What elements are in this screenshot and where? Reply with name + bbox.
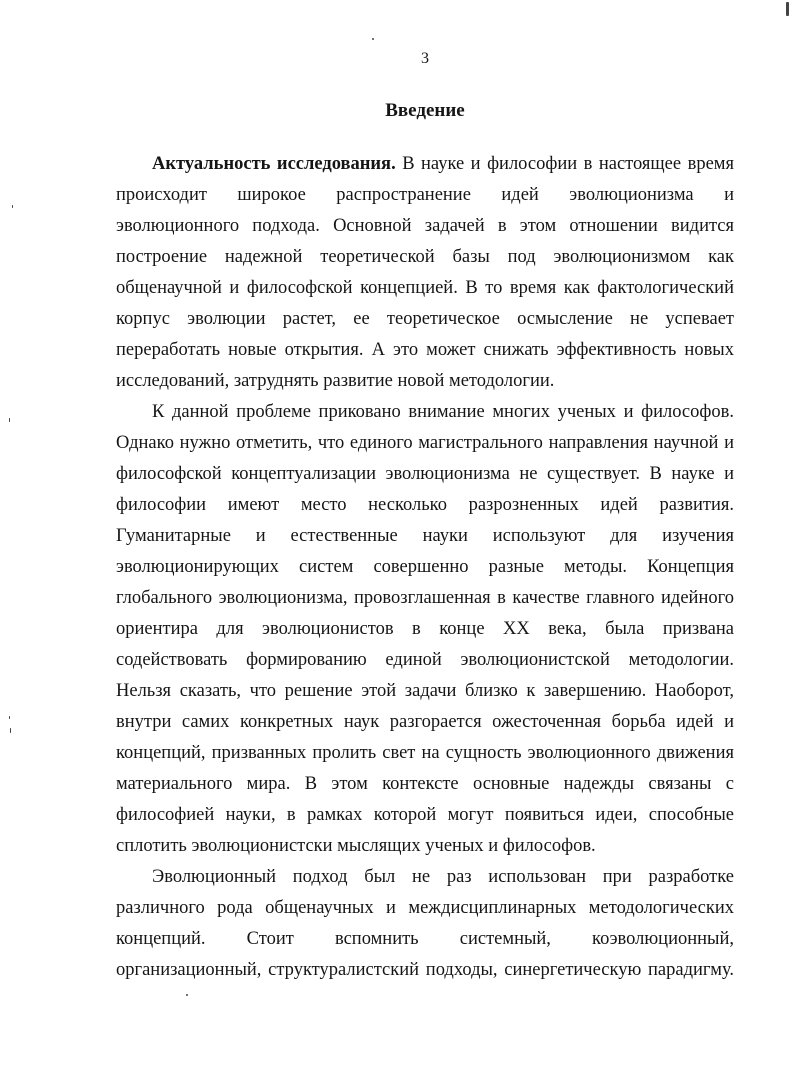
text-line	[152, 152, 734, 176]
text-line: эволюционного подхода. Основной задачей в этом отношении видится	[116, 216, 734, 236]
scan-speck	[786, 2, 789, 16]
text-line: философией науки, в рамках которой могут появиться идеи, способные	[116, 805, 734, 825]
text-line: корпус эволюции растет, ее теоретическое осмысление не успевает	[116, 309, 734, 329]
text-line: философской концептуализации эволюционизма не существует. В науке и	[116, 464, 734, 484]
text-line: материального мира. В этом контексте основные надежды связаны с	[116, 774, 734, 794]
text-line: Однако нужно отметить, что единого магистрального направления научной и	[116, 433, 734, 453]
page-title: Введение	[385, 100, 465, 121]
lead-heading: Актуальность исследования.	[152, 154, 396, 174]
text-line: концепций, призванных пролить свет на сущность эволюционного движения	[116, 743, 734, 763]
text-line: общенаучной и философской концепцией. В то время как фактологический	[116, 278, 734, 298]
text-line: сплотить эволюционистски мыслящих ученых и философов.	[116, 836, 596, 856]
scan-speck	[9, 418, 10, 422]
text-line: содействовать формированию единой эволюционистской методологии.	[116, 650, 734, 670]
text-line: различного рода общенаучных и междисциплинарных методологических	[116, 898, 734, 918]
text-line: исследований, затруднять развитие новой методологии.	[116, 371, 555, 391]
text-line: внутри самих конкретных наук разгорается ожесточенная борьба идей и	[116, 712, 734, 732]
text-line: построение надежной теоретической базы под эволюционизмом как	[116, 247, 734, 267]
text-line: Нельзя сказать, что решение этой задачи близко к завершению. Наоборот,	[116, 681, 734, 701]
text-line: эволюционирующих систем совершенно разные методы. Концепция	[116, 557, 734, 577]
text-line: происходит широкое распространение идей эволюционизма и	[116, 185, 734, 205]
text-line: ориентира для эволюционистов в конце XX века, была призвана	[116, 619, 734, 639]
text-line: К данной проблеме приковано внимание многих ученых и философов.	[152, 402, 734, 422]
text-line: переработать новые открытия. А это может снижать эффективность новых	[116, 340, 734, 360]
text-line-content: В науке и философии в настоящее время	[395, 154, 735, 174]
text-line: организационный, структуралистский подходы, синергетическую парадигму.	[116, 960, 734, 980]
text-line: глобального эволюционизма, провозглашенная в качестве главного идейного	[116, 588, 734, 608]
scan-speck	[9, 716, 10, 719]
scan-speck	[372, 38, 374, 40]
scan-speck	[12, 205, 13, 208]
text-line: Эволюционный подход был не раз использован при разработке	[152, 867, 734, 887]
text-line: Гуманитарные и естественные науки используют для изучения	[116, 526, 734, 546]
scan-speck	[10, 728, 11, 733]
text-line: философии имеют место несколько разрозненных идей развития.	[116, 495, 734, 515]
page-number: 3	[421, 50, 429, 67]
scan-speck	[186, 994, 188, 996]
text-line: концепций. Стоит вспомнить системный, коэволюционный,	[116, 929, 734, 949]
